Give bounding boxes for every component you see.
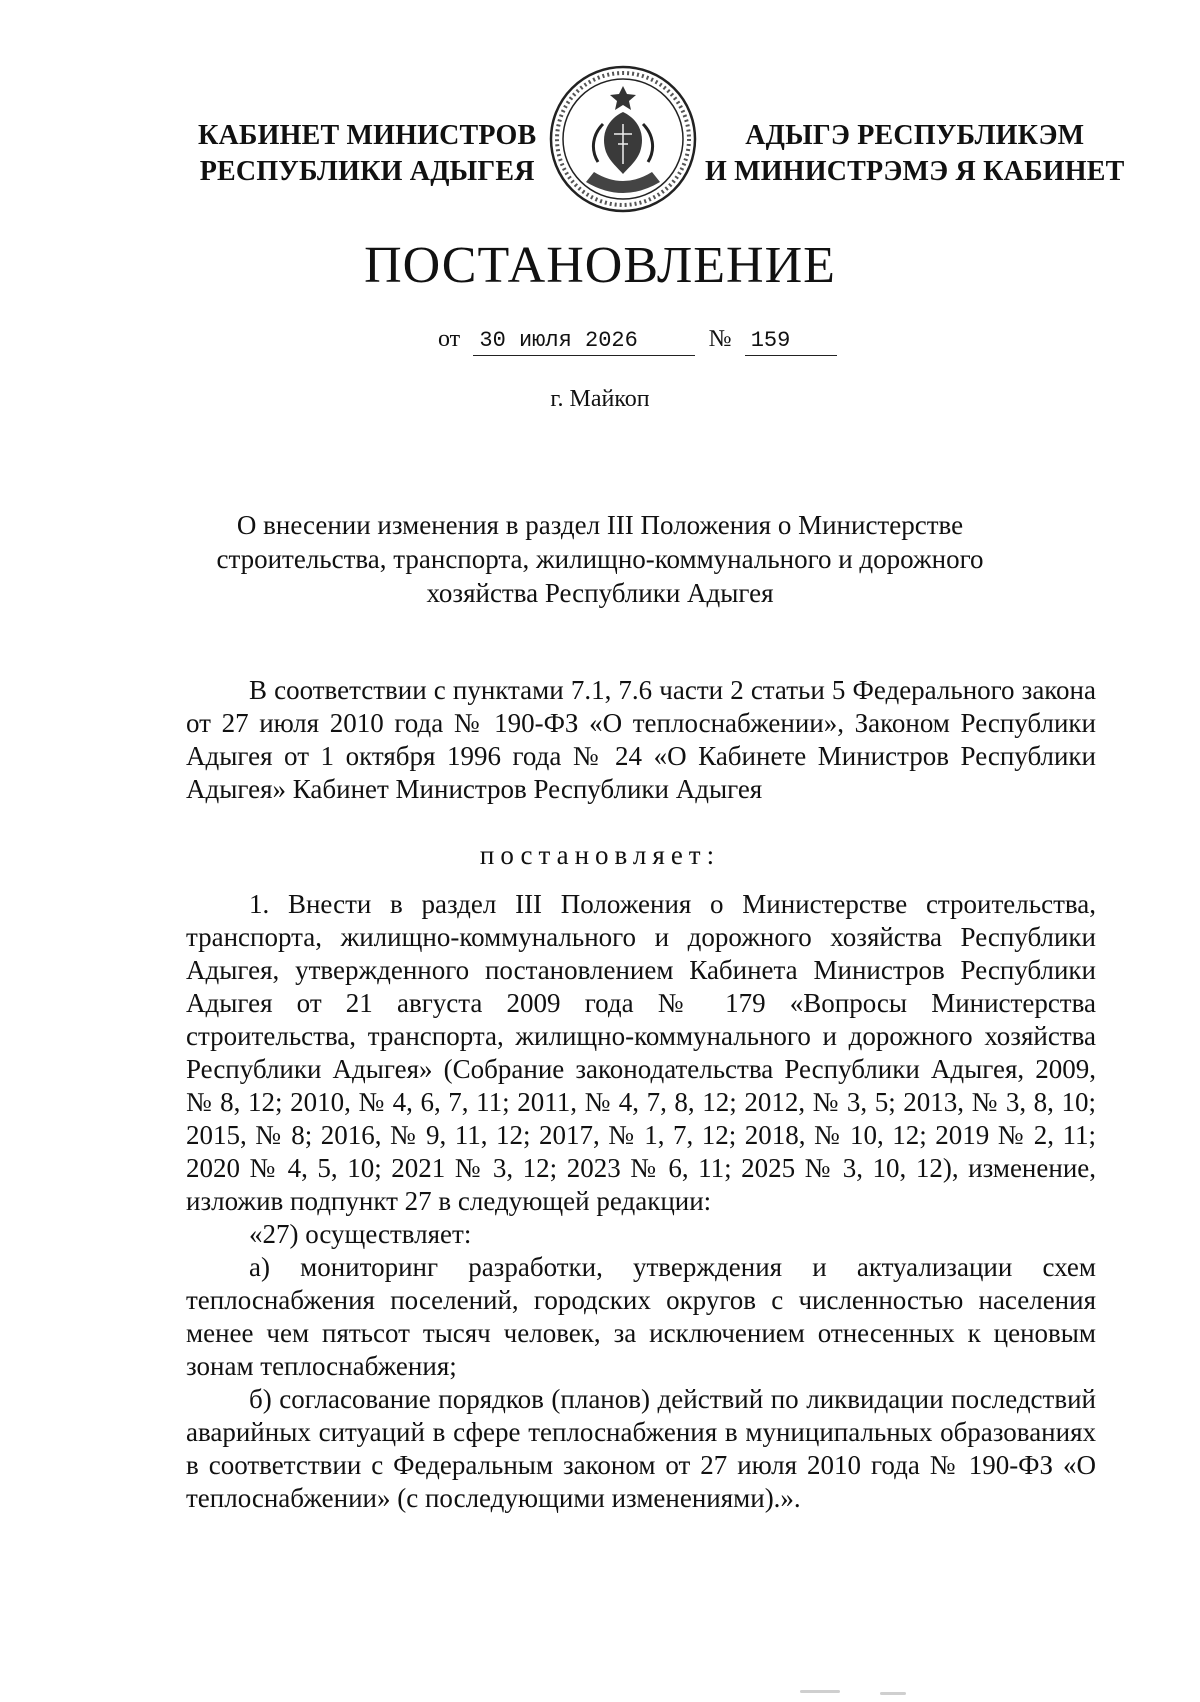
document-city: г. Майкоп: [550, 386, 650, 412]
subitem-27-paragraph: «27) осуществляет:: [249, 1219, 472, 1249]
issuer-name-russian: [198, 118, 536, 190]
scan-artifact: [880, 1692, 906, 1695]
document-date-number: [438, 325, 837, 356]
issuer-name-adyghe: [705, 118, 1125, 190]
issuer-ady-line1: АДЫГЭ РЕСПУБЛИКЭМ: [745, 120, 1085, 151]
document-number: 159: [745, 327, 837, 356]
document-subject: [180, 508, 1020, 610]
document-type-title: ПОСТАНОВЛЕНИЕ: [364, 237, 836, 294]
scan-artifact: [800, 1690, 840, 1693]
subitem-b-paragraph: б) согласование порядков (планов) действий по ликвидации последствий аварийных ситуаций в сфере теплоснабжения в муниципальных образованиях в соответствии с Федеральным законом от 27 июля 2010 года № 190-ФЗ «О теплоснабжении» (с последующими изменениями).».: [186, 1384, 1096, 1513]
preamble-paragraph: [186, 674, 1096, 806]
resolution-items: [186, 888, 1096, 1515]
number-label: №: [708, 326, 732, 352]
resolves-heading: постановляет:: [479, 840, 721, 870]
coat-of-arms-icon: [548, 64, 698, 214]
issuer-ru-line1: КАБИНЕТ МИНИСТРОВ: [198, 120, 537, 151]
subject-line1: О внесении изменения в раздел III Положения о Министерстве: [236, 510, 964, 540]
issuer-ru-line2: РЕСПУБЛИКИ АДЫГЕЯ: [199, 156, 535, 187]
subject-line3: хозяйства Республики Адыгея: [426, 578, 774, 608]
subitem-a-paragraph: а) мониторинг разработки, утверждения и актуализации схем теплоснабжения поселений, городских округов с численностью населения менее чем пятьсот тысяч человек, за исключением отнесенных к ценовым зонам теплоснабжения;: [186, 1252, 1096, 1381]
preamble-text: В соответствии с пунктами 7.1, 7.6 части 2 статьи 5 Федерального закона от 27 июля 2010 года № 190-ФЗ «О теплоснабжении», Законом Республики Адыгея от 1 октября 1996 года № 24 «О Кабинете Министров Республики Адыгея» Кабинет Министров Республики Адыгея: [186, 675, 1096, 804]
subject-line2: строительства, транспорта, жилищно-коммунального и дорожного: [216, 544, 984, 574]
document-date: 30 июля 2026: [473, 327, 695, 356]
issuer-ady-line2: И МИНИСТРЭМЭ Я КАБИНЕТ: [705, 156, 1125, 187]
item-1-paragraph: 1. Внести в раздел III Положения о Министерстве строительства, транспорта, жилищно-коммунального и дорожного хозяйства Республики Адыгея, утвержденного постановлением Кабинета Министров Республики Адыгея от 21 августа 2009 года № 179 «Вопросы Министерства строительства, транспорта, жилищно-коммунального и дорожного хозяйства Республики Адыгея» (Собрание законодательства Республики Адыгея, 2009, № 8, 12; 2010, № 4, 6, 7, 11; 2011, № 4, 7, 8, 12; 2012, № 3, 5; 2013, № 3, 8, 10; 2015, № 8; 2016, № 9, 11, 12; 2017, № 1, 7, 12; 2018, № 10, 12; 2019 № 2, 11; 2020 № 4, 5, 10; 2021 № 3, 12; 2023 № 6, 11; 2025 № 3, 10, 12), изменение, изложив подпункт 27 в следующей редакции:: [186, 889, 1096, 1216]
date-label: от: [438, 326, 461, 352]
